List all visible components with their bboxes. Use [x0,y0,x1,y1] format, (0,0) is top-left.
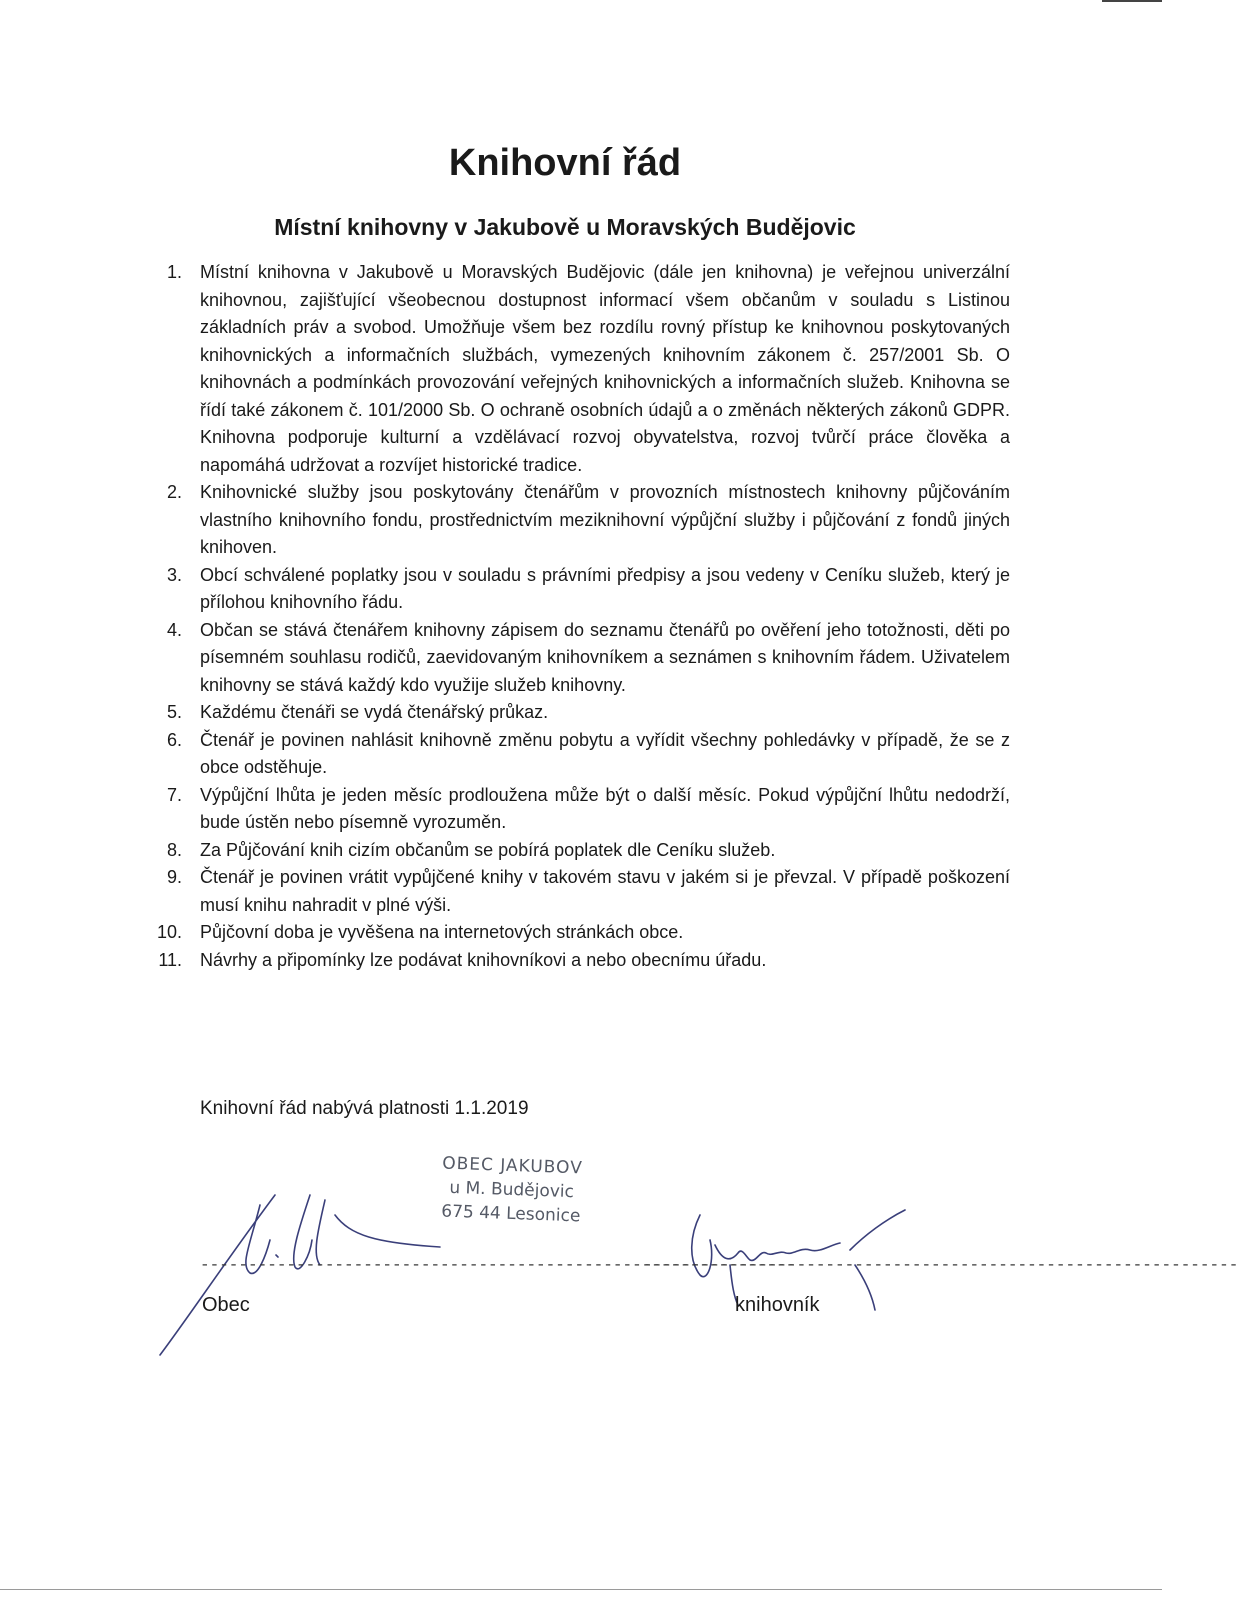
rule-item [150,259,1010,479]
municipality-signature-label: Obec [202,1294,250,1316]
scan-edge-top [1102,0,1162,2]
rule-number: 3. [166,564,182,585]
librarian-signature-line: -------------------------------------------------------------- [643,1256,1238,1274]
rule-item [150,479,1010,562]
rule-number: 6. [166,729,182,750]
stamp-line: OBEC JAKUBOV [441,1153,584,1179]
rule-number: 7. [166,784,182,805]
rule-number: 1. [166,262,182,282]
rule-number: 10. [156,922,182,942]
rule-text: Výpůjční lhůta je jeden měsíc prodloužena může být o další měsíc. Pokud výpůjční lhůtu nedodrží, bude ústěn nebo písemně vyrozuměn. [200,784,1010,832]
stamp-line: u M. Budějovic [449,1177,575,1203]
rule-item [150,727,1010,782]
rules-list [150,259,1010,974]
document-title: Knihovní řád [448,142,682,184]
rule-number: 4. [166,619,182,640]
rule-text: Obcí schválené poplatky jsou v souladu s právními předpisy a jsou vedeny v Ceníku služeb, který je přílohou knihovního řádu. [200,564,1010,612]
rule-item [150,837,1010,865]
rule-number: 9. [166,867,182,887]
document-subtitle: Místní knihovny v Jakubově u Moravských Budějovic [274,214,856,240]
rule-text: Čtenář je povinen nahlásit knihovně změnu pobytu a vyřídit všechny pohledávky v případě, že se z obce odstěhuje. [200,729,1010,777]
stamp-line: 675 44 Lesonice [440,1201,581,1227]
rule-text: Každému čtenáři se vydá čtenářský průkaz. [200,702,549,722]
rule-number: 2. [166,482,182,502]
rule-text: Knihovnické služby jsou poskytovány čtenářům v provozních místnostech knihovny půjčováním vlastního knihovního fondu, prostřednictvím meziknihovní výpůjční služby i půjčování z fondů jiných knihoven. [200,482,1010,557]
rule-item [150,864,1010,919]
rule-item [150,562,1010,617]
rule-text: Čtenář je povinen vrátit vypůjčené knihy v takovém stavu v jakém si je převzal. V případě poškození musí knihu nahradit v plné výši. [200,867,1010,915]
rule-number: 5. [166,702,182,722]
librarian-signature-label: knihovník [735,1294,820,1316]
rule-text: Občan se stává čtenářem knihovny zápisem do seznamu čtenářů po ověření jeho totožnosti, děti po písemném souhlasu rodičů, zaevidovaným knihovníkem a seznámen s knihovním řádem. Uživatelem knihovny se stává každý kdo využije služeb knihovny. [200,619,1010,695]
rule-text: Místní knihovna v Jakubově u Moravských Budějovic (dále jen knihovna) je veřejnou univerzální knihovnou, zajišťující všeobecnou dostupnost informací všem občanům v souladu s Listinou základních práv a svobod. Umožňuje všem bez rozdílu rovný přístup ke knihovnou poskytovaných knihovnických a informačních službách, vymezených knihovním zákonem č. 257/2001 Sb. O knihovnách a podmínkách provozování veřejných knihovnických a informačních služeb. Knihovna se řídí také zákonem č. 101/2000 Sb. O ochraně osobních údajů a o změnách některých zákonů GDPR. Knihovna podporuje kulturní a vzdělávací rozvoj obyvatelstva, rozvoj tvůrčí práce člověka a napomáhá udržovat a rozvíjet historické tradice. [200,262,1010,475]
rule-item [150,947,1010,975]
rule-item [150,617,1010,700]
rule-item [150,699,1010,727]
rule-number: 11. [158,949,182,970]
validity-statement: Knihovní řád nabývá platnosti 1.1.2019 [200,1098,529,1119]
rule-text: Půjčovní doba je vyvěšena na internetových stránkách obce. [200,922,684,942]
rule-item [150,919,1010,947]
rule-number: 8. [166,839,182,860]
scan-edge-bottom [0,1589,1162,1590]
municipality-signature-line: -------------------------------------------------------------- [200,1256,796,1274]
rule-text: Návrhy a připomínky lze podávat knihovníkovi a nebo obecnímu úřadu. [200,949,767,970]
rule-item [150,782,1010,837]
rule-text: Za Půjčování knih cizím občanům se pobírá poplatek dle Ceníku služeb. [200,839,776,860]
